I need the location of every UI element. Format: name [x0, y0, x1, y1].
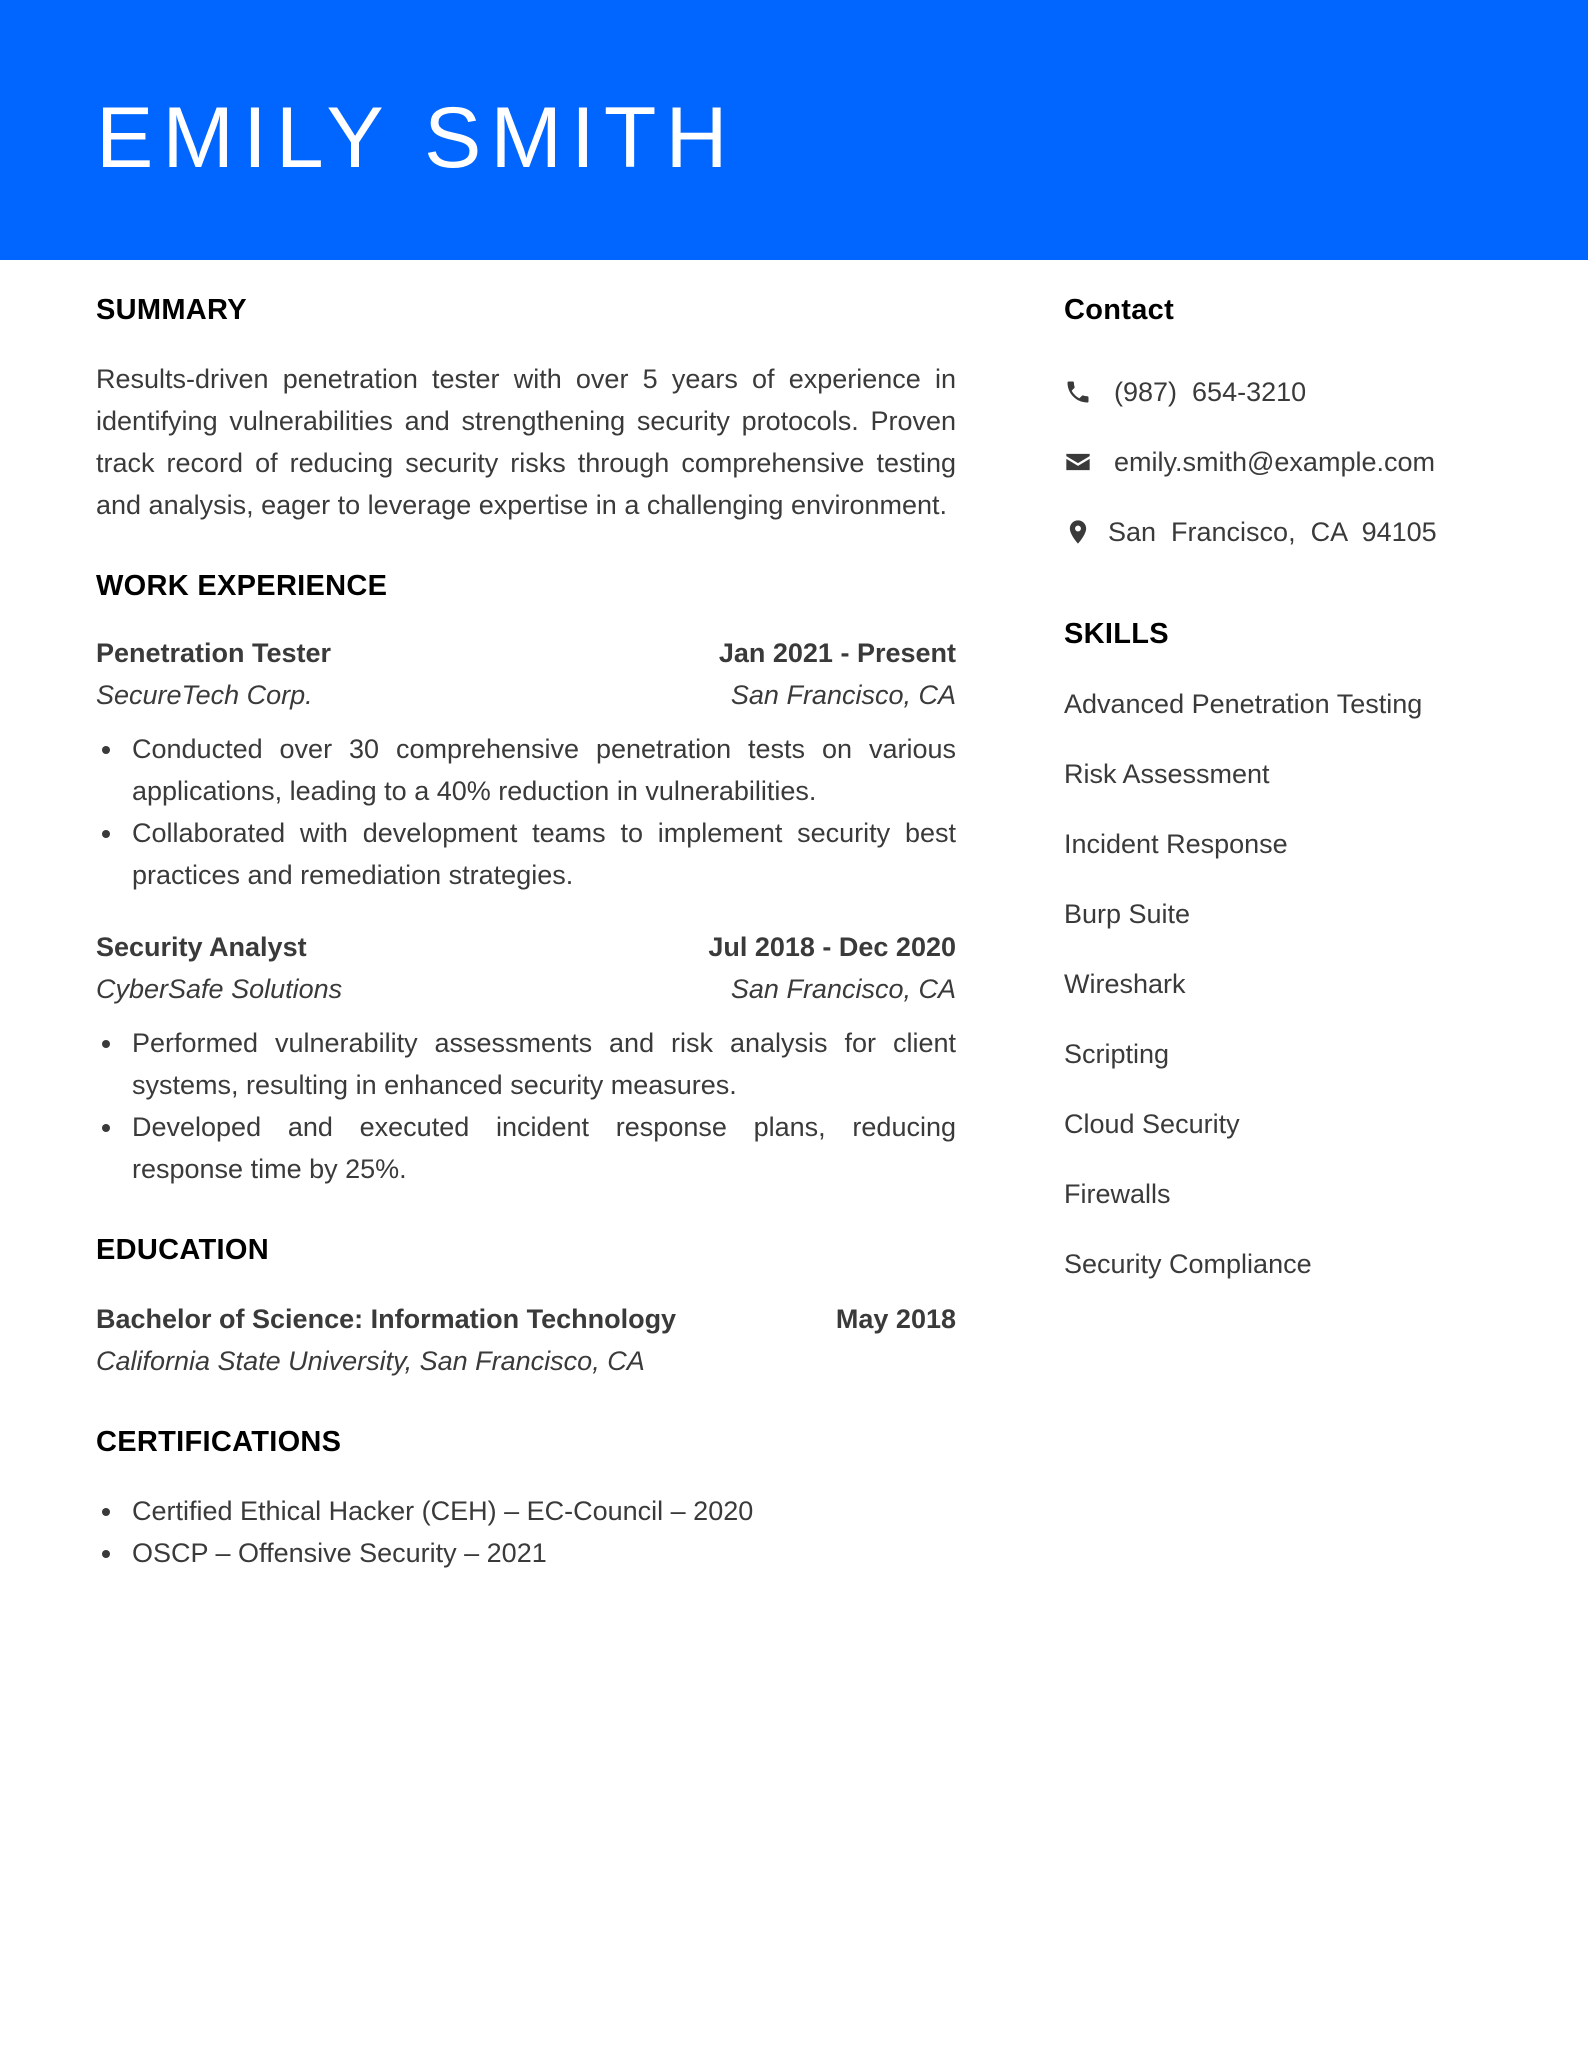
header-band: [0, 0, 1588, 260]
school-name: California State University, San Francisco, CA: [96, 1346, 645, 1376]
skill-item: Wireshark: [1064, 969, 1186, 999]
job-entry: [96, 926, 956, 1190]
bullet-item: Collaborated with development teams to implement security best practices and remediation strategies.: [96, 812, 956, 896]
work-experience-section: [96, 566, 956, 1190]
certification-item: Certified Ethical Hacker (CEH) – EC-Council – 2020: [96, 1490, 956, 1532]
job-company: SecureTech Corp.: [96, 680, 313, 710]
contact-email: [1064, 442, 1524, 482]
skill-item: Advanced Penetration Testing: [1064, 689, 1423, 719]
candidate-name: EMILY SMITH: [96, 90, 737, 186]
work-experience-heading: WORK EXPERIENCE: [96, 570, 388, 602]
main-column: [96, 290, 956, 1574]
job-entry: [96, 632, 956, 896]
skill-item: Firewalls: [1064, 1179, 1171, 1209]
certifications-list: [96, 1490, 956, 1574]
degree-title: Bachelor of Science: Information Technology: [96, 1304, 677, 1334]
phone-number: (987) 654-3210: [1114, 377, 1307, 407]
contact-section: [1064, 290, 1524, 552]
job-dates: Jul 2018 - Dec 2020: [708, 932, 956, 962]
skill-item: Risk Assessment: [1064, 759, 1270, 789]
job-location: San Francisco, CA: [730, 974, 956, 1004]
certifications-section: [96, 1422, 956, 1574]
skill-item: Incident Response: [1064, 829, 1288, 859]
contact-heading: Contact: [1064, 294, 1175, 326]
bullet-item: Conducted over 30 comprehensive penetration tests on various applications, leading to a 40% reduction in vulnerabilities.: [96, 728, 956, 812]
skills-section: [1064, 614, 1524, 1284]
job-location: San Francisco, CA: [730, 680, 956, 710]
degree-date: May 2018: [835, 1304, 956, 1334]
summary-text: Results-driven penetration tester with over 5 years of experience in identifying vulnerabilities and strengthening security protocols. Proven track record of reducing security risks through comprehensive testing and analysis, eager to leverage expertise in a challenging environment.: [96, 364, 956, 520]
sidebar-column: [1064, 290, 1524, 1284]
certification-item: OSCP – Offensive Security – 2021: [96, 1532, 956, 1574]
job-role: Security Analyst: [96, 932, 307, 962]
job-bullets: [96, 728, 956, 896]
education-heading: EDUCATION: [96, 1234, 269, 1266]
summary-section: [96, 290, 956, 526]
phone-icon: [1064, 378, 1092, 406]
summary-heading: SUMMARY: [96, 294, 247, 326]
envelope-icon: [1064, 448, 1092, 476]
skill-item: Security Compliance: [1064, 1249, 1312, 1279]
bullet-item: Developed and executed incident response plans, reducing response time by 25%.: [96, 1106, 956, 1190]
email-address: emily.smith@example.com: [1114, 447, 1435, 477]
education-section: [96, 1230, 956, 1382]
job-bullets: [96, 1022, 956, 1190]
job-dates: Jan 2021 - Present: [718, 638, 956, 668]
bullet-item: Performed vulnerability assessments and risk analysis for client systems, resulting in enhanced security measures.: [96, 1022, 956, 1106]
job-role: Penetration Tester: [96, 638, 332, 668]
map-marker-icon: [1064, 518, 1092, 546]
skill-item: Cloud Security: [1064, 1109, 1240, 1139]
contact-phone: [1064, 372, 1524, 412]
certifications-heading: CERTIFICATIONS: [96, 1426, 342, 1458]
location-text: San Francisco, CA 94105: [1108, 517, 1437, 547]
job-company: CyberSafe Solutions: [96, 974, 343, 1004]
skills-heading: SKILLS: [1064, 618, 1169, 650]
contact-location: [1064, 512, 1524, 552]
skill-item: Scripting: [1064, 1039, 1170, 1069]
skill-item: Burp Suite: [1064, 899, 1191, 929]
